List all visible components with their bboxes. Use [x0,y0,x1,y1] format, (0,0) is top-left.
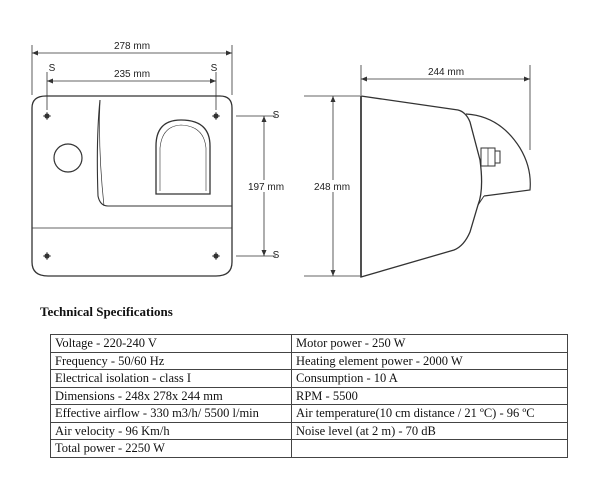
spec-cell: Electrical isolation - class I [51,370,292,388]
table-row [51,440,568,458]
depth-label: 244 mm [427,67,465,78]
screw-label-top-right: S [210,63,218,74]
table-row [51,370,568,388]
width-mount-label: 235 mm [113,69,151,80]
table-row [51,387,568,405]
spec-table [50,334,568,458]
spec-cell: Voltage - 220-240 V [51,335,292,353]
screw-label-right-top: S [272,110,280,121]
spec-cell: Dimensions - 248x 278x 244 mm [51,387,292,405]
spec-cell: Air temperature(10 cm distance / 21 ºC) - 96 ºC [292,405,568,423]
side-view [304,65,530,277]
spec-cell: Total power - 2250 W [51,440,292,458]
spec-cell: RPM - 5500 [292,387,568,405]
table-row [51,352,568,370]
table-row [51,405,568,423]
spec-cell [292,440,568,458]
screw-marks [43,112,220,260]
spec-cell: Consumption - 10 A [292,370,568,388]
width-total-label: 278 mm [113,41,151,52]
height-mount-label: 197 mm [247,182,285,193]
spec-cell: Heating element power - 2000 W [292,352,568,370]
screw-label-right-bottom: S [272,250,280,261]
screw-label-top-left: S [48,63,56,74]
spec-title: Technical Specifications [40,304,173,319]
spec-cell: Motor power - 250 W [292,335,568,353]
spec-cell: Effective airflow - 330 m3/h/ 5500 l/min [51,405,292,423]
spec-cell: Air velocity - 96 Km/h [51,422,292,440]
spec-cell: Frequency - 50/60 Hz [51,352,292,370]
spec-cell: Noise level (at 2 m) - 70 dB [292,422,568,440]
height-total-label: 248 mm [313,182,351,193]
table-row [51,422,568,440]
table-row [51,335,568,353]
